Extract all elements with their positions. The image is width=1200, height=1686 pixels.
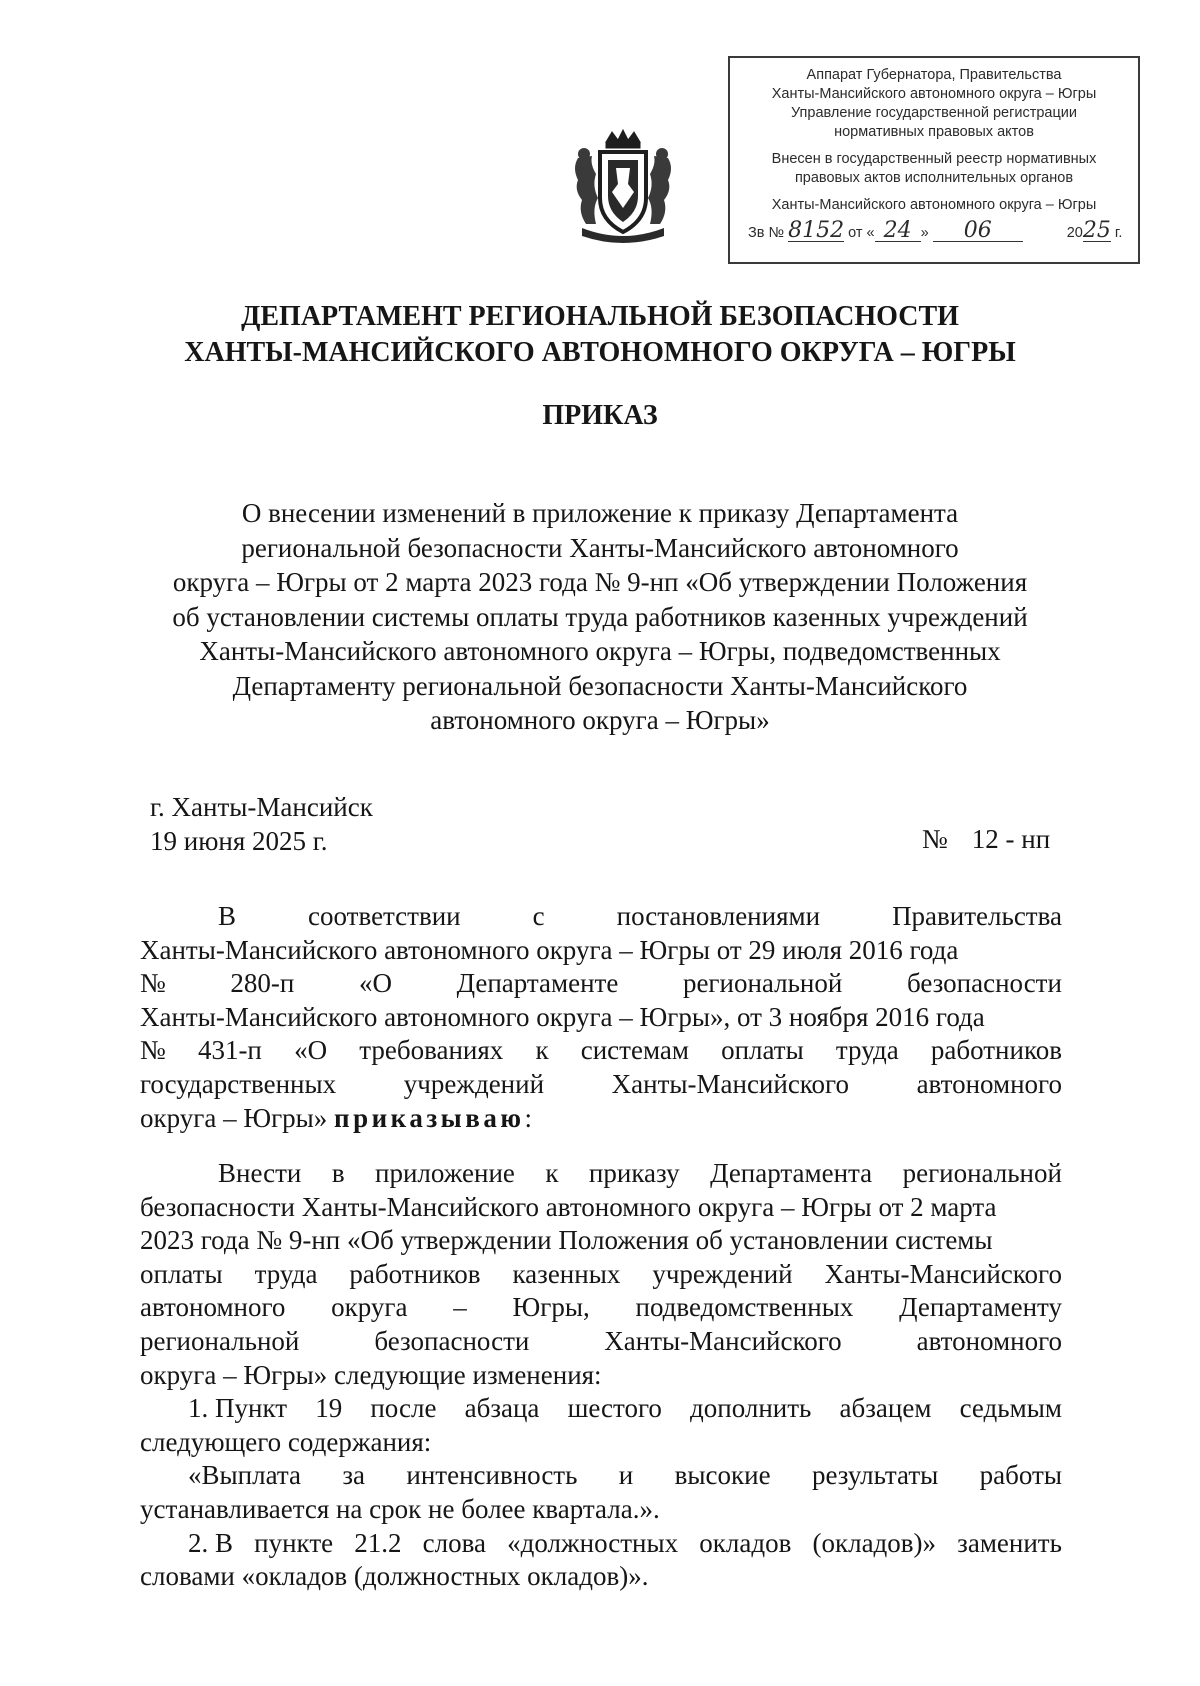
word: Ханты-Мансийского	[611, 1068, 849, 1099]
word: государственных	[140, 1068, 337, 1099]
main-paragraph	[140, 1157, 1062, 1594]
stamp-reg-day: 24	[875, 221, 921, 242]
word: приказу	[588, 1158, 680, 1188]
word: приложение	[375, 1158, 515, 1188]
stamp-line: Аппарат Губернатора, Правительства	[806, 67, 1062, 83]
word: региональной	[140, 1325, 300, 1356]
word: региональной	[682, 968, 843, 999]
text-line: устанавливается на срок не более квартала.».	[140, 1493, 660, 1524]
stamp-line: нормативных правовых актов	[834, 124, 1034, 140]
word: системам	[580, 1035, 689, 1066]
word: труда	[835, 1035, 899, 1066]
word: подведомственных	[635, 1292, 854, 1323]
word: Департаменте	[456, 968, 619, 999]
subject-line: об установлении системы оплаты труда работников казенных учреждений	[172, 601, 1028, 632]
word: соответствии	[308, 901, 461, 931]
word: №	[140, 968, 166, 999]
word: 19	[315, 1393, 343, 1424]
subject-line: региональной безопасности Ханты-Мансийского автономного	[241, 532, 959, 563]
stamp-registration-row	[730, 218, 1138, 243]
word: работы	[979, 1460, 1062, 1491]
text-line	[140, 1291, 1062, 1325]
word: требованиях	[359, 1035, 504, 1066]
order-verb: приказываю	[334, 1102, 525, 1133]
word: казенных	[512, 1258, 621, 1289]
word: Департамента	[710, 1158, 873, 1188]
stamp-reg-prefix: Зв №	[748, 225, 785, 241]
word: результаты	[811, 1460, 939, 1491]
word: 280-п	[230, 968, 295, 999]
subject-line: округа – Югры от 2 марта 2023 года № 9-нп «Об утверждении Положения	[172, 567, 1028, 597]
stamp-reg-number: 8152	[788, 218, 845, 243]
word: региональной	[902, 1158, 1062, 1188]
word: автономного	[916, 1325, 1062, 1356]
subject-line: О внесении изменений в приложение к приказу Департамента	[241, 498, 959, 528]
text-line	[140, 1068, 1062, 1102]
date-text: 19 июня 2025 г.	[150, 826, 328, 856]
word: Департаменту	[899, 1292, 1062, 1323]
text: округа – Югры»	[140, 1102, 328, 1133]
subject-line: автономного округа – Югры»	[430, 705, 770, 735]
word: «должностных	[507, 1527, 679, 1558]
text-line: Ханты-Мансийского автономного округа – Югры от 29 июля 2016 года	[140, 934, 959, 965]
word: Югры,	[512, 1292, 590, 1323]
quoted-text	[140, 1459, 1062, 1493]
subject-line: Департаменту региональной безопасности Ханты-Мансийского	[232, 670, 968, 701]
word: и	[618, 1460, 634, 1491]
text-line: словами «окладов (должностных окладов)».	[140, 1561, 649, 1592]
text-line	[140, 900, 1062, 934]
word: Ханты-Мансийского	[824, 1258, 1062, 1289]
preamble-paragraph	[140, 900, 1062, 1135]
text-line	[140, 1034, 1062, 1068]
text-line: Ханты-Мансийского автономного округа – Югры», от 3 ноября 2016 года	[140, 1001, 985, 1032]
stamp-reg-from: от «	[848, 225, 875, 241]
word: Правительства	[892, 901, 1062, 931]
order-subject	[120, 496, 1080, 738]
document-type: ПРИКАЗ	[542, 400, 658, 431]
word: Ханты-Мансийского	[604, 1325, 842, 1356]
word: пункте	[254, 1527, 334, 1558]
word: автономного	[916, 1068, 1062, 1099]
word: дополнить	[690, 1393, 812, 1424]
word: оплаты	[140, 1258, 223, 1289]
word: к	[545, 1158, 559, 1188]
word: седьмым	[959, 1393, 1062, 1424]
word: высокие	[674, 1460, 771, 1491]
word: 1. Пункт	[188, 1393, 288, 1424]
text-line: 2023 года № 9-нп «Об утверждении Положения об установлении системы	[140, 1225, 993, 1256]
stamp-line: Ханты-Мансийского автономного округа – Югры	[771, 86, 1097, 102]
word: безопасности	[906, 968, 1062, 999]
stamp-reg-year: 25	[1082, 218, 1111, 243]
coat-of-arms-icon	[568, 128, 678, 248]
text: :	[524, 1102, 532, 1133]
place-text: г. Ханты-Мансийск	[150, 792, 373, 822]
word: оплаты	[721, 1035, 804, 1066]
list-item-1	[140, 1392, 1062, 1426]
word: интенсивность	[406, 1460, 578, 1491]
place-and-date	[150, 790, 373, 858]
text-line: безопасности Ханты-Мансийского автономного округа – Югры от 2 марта	[140, 1191, 997, 1222]
word: окладов	[699, 1527, 792, 1558]
stamp-line: Внесен в государственный реестр нормативных	[771, 151, 1097, 167]
text-line: следующего содержания:	[140, 1426, 432, 1457]
word: «О	[294, 1035, 328, 1066]
stamp-line: правовых актов исполнительных органов	[794, 170, 1074, 186]
word: абзаца	[464, 1393, 540, 1424]
department-title-line2: ХАНТЫ-МАНСИЙСКОГО АВТОНОМНОГО ОКРУГА – ЮГРЫ	[184, 337, 1016, 368]
word: 21.2	[354, 1527, 402, 1558]
stamp-reg-suffix: г.	[1114, 225, 1123, 241]
word: Внести	[218, 1158, 302, 1188]
word: 2. В	[188, 1527, 234, 1558]
number-sign: №	[922, 824, 948, 854]
stamp-reg-quote: »	[920, 225, 929, 241]
text-line	[140, 1157, 1062, 1191]
word: постановлениями	[616, 901, 821, 931]
word: 431-п	[197, 1035, 262, 1066]
stamp-reg-month: 06	[933, 221, 1023, 242]
word: округа	[331, 1292, 408, 1323]
word: труда	[254, 1258, 318, 1289]
word: –	[453, 1292, 467, 1323]
word: за	[342, 1460, 366, 1491]
number-value: 12 - нп	[971, 824, 1051, 854]
text-line	[140, 1102, 1062, 1136]
word: заменить	[957, 1527, 1062, 1558]
text-line: округа – Югры» следующие изменения:	[140, 1359, 602, 1390]
registration-stamp	[728, 56, 1140, 264]
word: безопасности	[374, 1325, 530, 1356]
word: учреждений	[403, 1068, 545, 1099]
word: к	[535, 1035, 549, 1066]
word: в	[331, 1158, 345, 1188]
list-item-2	[140, 1527, 1062, 1561]
word: работников	[930, 1035, 1062, 1066]
subject-line: Ханты-Мансийского автономного округа – Югры, подведомственных	[199, 636, 1001, 666]
stamp-reg-year-prefix: 20	[1066, 225, 1083, 241]
word: учреждений	[652, 1258, 793, 1289]
word: абзацем	[839, 1393, 932, 1424]
stamp-line: Ханты-Мансийского автономного округа – Югры	[771, 197, 1097, 213]
stamp-line: Управление государственной регистрации	[790, 105, 1078, 121]
department-title-line1: ДЕПАРТАМЕНТ РЕГИОНАЛЬНОЙ БЕЗОПАСНОСТИ	[241, 301, 959, 332]
word: работников	[349, 1258, 481, 1289]
word: автономного	[140, 1292, 286, 1323]
text-line	[140, 967, 1062, 1001]
word: В	[218, 901, 237, 931]
word: с	[532, 901, 545, 931]
text-line	[140, 1325, 1062, 1359]
word: после	[370, 1393, 437, 1424]
text-line	[140, 1258, 1062, 1292]
word: (окладов)»	[812, 1527, 937, 1558]
order-number	[922, 822, 1050, 856]
word: шестого	[567, 1393, 662, 1424]
word: №	[140, 1035, 166, 1066]
word: слова	[422, 1527, 486, 1558]
word: «Выплата	[188, 1460, 301, 1491]
word: «О	[358, 968, 392, 999]
